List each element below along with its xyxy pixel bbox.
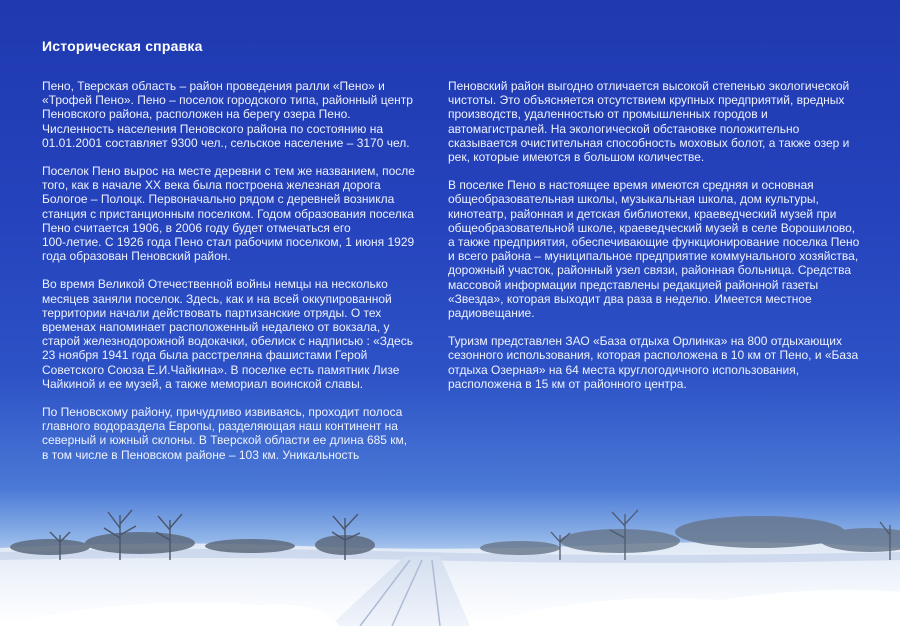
paragraph <box>448 178 860 321</box>
text-line: Численность населения Пеновского района по состоянию на <box>42 121 383 136</box>
text-line: Пеновский район выгодно отличается высокой степенью экологической <box>448 79 850 93</box>
paragraph <box>448 334 859 391</box>
text-line: «Трофей Пено». Пено – поселок городского типа, районный центр <box>42 93 413 108</box>
text-line: года образован Пеновский район. <box>42 249 231 264</box>
text-line: расположена в 15 км от районного центра. <box>448 376 687 391</box>
text-line: отдыха Озерная» на 64 места круглогодичного использования, <box>448 362 800 377</box>
left-text-column <box>42 79 420 476</box>
text-line: В поселке Пено в настоящее время имеются средняя и основная <box>448 178 814 193</box>
text-line: общеобразовательная школы, музыкальная школа, дом культуры, <box>448 192 819 207</box>
paragraph <box>42 277 420 391</box>
text-line: того, как в начале XX века была построена железная дорога <box>42 178 381 193</box>
text-line: а также предприятия, обеспечивающие функционирование поселка Пено <box>448 235 860 250</box>
text-line: главного водораздела Европы, разделяющая наш континент на <box>42 419 398 434</box>
text-line: станция с пристанционным поселком. Годом образования поселка <box>42 206 414 221</box>
text-line: в том числе в Пеновском районе – 103 км. Уникальность <box>42 447 360 462</box>
right-text-column <box>448 79 860 405</box>
text-line: старой железнодорожной водокачки, обелиск с надписью : «Здесь <box>42 334 413 349</box>
paragraph <box>448 79 856 164</box>
text-line: общеобразовательной школе, краеведческий музей в селе Ворошилово, <box>448 220 856 235</box>
text-line: территории начали действовать партизанские отряды. О тех <box>42 305 382 320</box>
text-line: рек, которые имеются в большом количестве. <box>448 150 705 165</box>
text-line: массовой информации представлены редакцией районной газеты <box>448 277 819 292</box>
text-line: автомагистралей. На экологической обстановке положительно <box>448 121 800 136</box>
text-line: Бологое – Полоцк. Первоначально рядом с деревней возникла <box>42 192 395 207</box>
text-line: Во время Великой Отечественной войны немцы на несколько <box>42 277 388 292</box>
text-line: Туризм представлен ЗАО «База отдыха Орлинка» на 800 отдыхающих <box>448 334 842 349</box>
text-line: Поселок Пено вырос на месте деревни с тем же названием, после <box>42 164 415 179</box>
text-line: Пено, Тверская область – район проведения ралли «Пено» и <box>42 79 385 93</box>
text-line: Чайкиной и ее музей, а также мемориал воинской славы. <box>42 376 364 391</box>
text-line: Пено считается 1906, в 2006 году будет отмечаться его <box>42 220 351 235</box>
text-line: 23 ноября 1941 года была расстреляна фашистами Герой <box>42 348 368 363</box>
text-line: «Звезда», которая выходит два раза в неделю. Имеется местное <box>448 291 812 306</box>
text-line: временах напоминает расположенный недалеко от вокзала, у <box>42 320 390 335</box>
text-line: 100-летие. С 1926 года Пено стал рабочим поселком, 1 июня 1929 <box>42 235 415 250</box>
text-line: дорожный участок, районный узел связи, районная больница. Средства <box>448 263 852 278</box>
text-line: 01.01.2001 составляет 9300 чел., сельское население – 3170 чел. <box>42 135 410 150</box>
text-line: сказывается очистительная способность моховых болот, а также озер и <box>448 135 850 150</box>
text-line: кинотеатр, районная и детская библиотеки, краеведческий музей при <box>448 206 837 221</box>
text-line: и всего района – муниципальное предприятие коммунального хозяйства, <box>448 249 859 264</box>
page-title: Историческая справка <box>42 38 203 54</box>
text-line: сезонного использования, которая расположена в 10 км от Пено, и «База <box>448 348 859 363</box>
text-line: радиовещание. <box>448 306 535 321</box>
paragraph <box>42 164 420 263</box>
text-line: По Пеновскому району, причудливо извиваясь, проходит полоса <box>42 405 403 420</box>
paragraph <box>42 405 420 462</box>
text-line: северный и южный склоны. В Тверской области ее длина 685 км, <box>42 433 408 448</box>
text-line: Пеновского района, расположен на берегу озера Пено. <box>42 107 351 122</box>
text-line: Советского Союза Е.И.Чайкина». В поселке есть памятник Лизе <box>42 362 400 377</box>
text-line: чистоты. Это объясняется отсутствием крупных предприятий, вредных <box>448 93 845 108</box>
paragraph <box>42 79 420 150</box>
text-line: производств, удаленностью от промышленных городов и <box>448 107 768 122</box>
text-line: месяцев заняли поселок. Здесь, как и на всей оккупированной <box>42 291 392 306</box>
